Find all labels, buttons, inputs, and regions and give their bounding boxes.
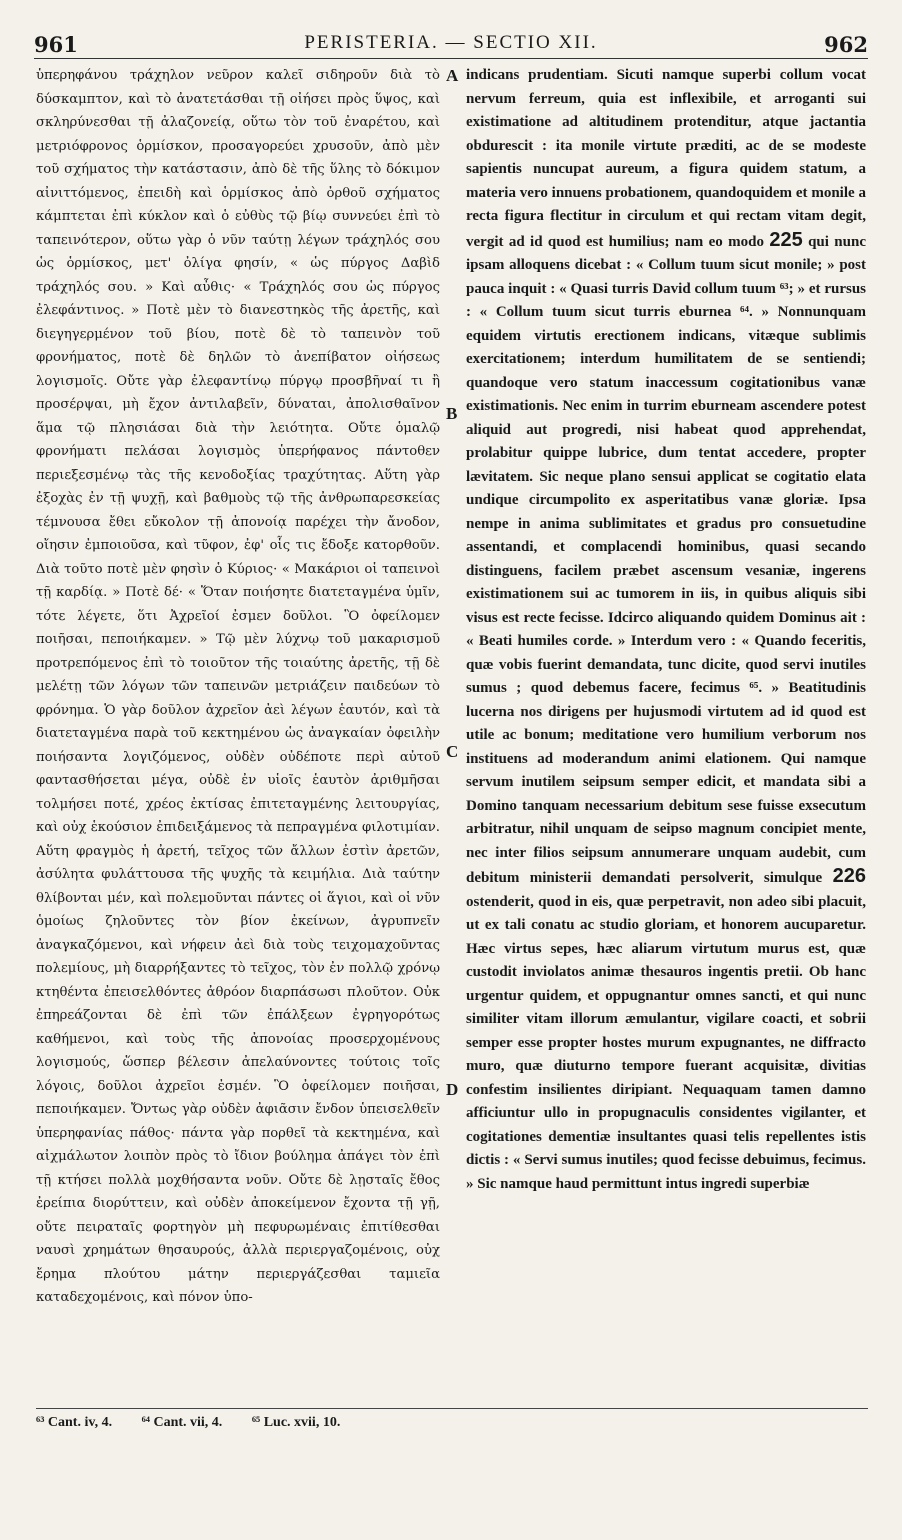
margin-marker-d: D — [446, 1080, 459, 1099]
footnote-64: ⁶⁴ Cant. vii, 4. — [141, 1415, 223, 1430]
margin-marker-a: A — [446, 66, 459, 85]
margin-marker-c: C — [446, 742, 459, 761]
latin-part-2: qui nunc ipsam alloquens dicebat : « Collum tuum sicut monile; » post pauca inquit : « Quasi turris David collum tuum ⁶³; » et rursus : « Collum tuum sicut turris eburnea ⁶⁴. » Nonnunquam equidem virtutis erectionem indicans, vitæque sublimis exercitationem; interdum humilitatem de se sentiendi; quandoque vero statum inaccessum cogitationibus vanæ existimationis. Nec enim in turrim eburneam ascendere potest aliquid aut progredi, nisi habeat quod apprehendat, prolabitur quippe lubrice, dum tentat accedere, propter lævitatem. Sic neque plano sensui applicat se cogitatio elata undique circumpolito ex asperitatibus vanæ gloriæ. Ipsa nempe in anima sublimitates et gradus pro consuetudine assentandi, et complacendi hominibus, quasi secando distinguens, facilem præbet ascensum vesaniæ, ingerens existimationem sui ac tumorem in iis, in quibus aliquis sibi visus est recte fecisse. Idcirco aliquando quidem Dominus ait : « Beati humiles corde. » Interdum vero : « Quando feceritis, quæ vobis fuerint demandata, tunc dicite, quod servi inutiles sumus ; quod debemus facere, fecimus ⁶⁵. » Beatitudinis lucerna nos dirigens per hujusmodi virtutem ad id quod est utile ac bonum; meditatione vero humilium verborum nos instituens ad moderandum animi elationem. Qui namque servum inutilem seipsum semper edicit, et mandata sibi a Domino tanquam necessarium debitum sese fuisse exsecutum arbitratur, nihil unquam de seipso magnum concipiet mente, nec inter filios seipsum annumerare unquam audebit, cum debitum ministerii demandati persolverit, — [466, 233, 866, 886]
page-header — [34, 30, 868, 59]
section-number-225: 225 — [769, 228, 803, 251]
running-title: PERISTERIA. — SECTIO XII. — [304, 32, 598, 53]
margin-marker-b: B — [446, 404, 458, 423]
footnotes — [36, 1408, 868, 1439]
page-number-left: 961 — [34, 32, 78, 57]
greek-column — [36, 64, 440, 1386]
latin-part-3b: ostenderit, quod in eis, quæ perpetravit, non adeo sibi placuit, ut ex tali conatu ac studio gloriam, et honorem aucuparetur. Hæc virtus sepes, hæc aliarum virtutum murus est, quæ custodit inviolatos animæ thesauros ingentis pretii. Ob hanc urgentur quidem, et oppugnantur omnes sancti, et qui nunc similiter vitam illorum æmulantur, vigilare coacti, et sobrii semper esse propter hostes murum expugnantes, ne diffracto muro, quæ diuturno tempore fuerant acquisitæ, divitias confestim insilientes diripiant. Nequaquam tamen damno afficiuntur ullo in propugnaculis considentes vigilanter, et cogitationes dementiæ insultantes quasi telis repellentes istis dictis : « Servi sumus inutiles; quod fecisse debuimus, fecimus. » Sic namque haud permittunt intus ingredi superbiæ — [466, 893, 866, 1192]
latin-text — [466, 64, 866, 1196]
greek-text: ὑπερηφάνου τράχηλον νεῦρον καλεῖ σιδηροῦν διὰ τὸ δύσκαμπτον, καὶ τὸ ἀνατετάσθαι τῇ οἰήσει πρὸς ὕψος, καὶ σκληρύνεσθαι τῇ ἀλαζονείᾳ, οὕτω τὸν τοῦ ἐναρέτου, καὶ μετριόφρονος ὁρμίσκον, προσαγορεύει χρυσοῦν, ἀπὸ μὲν τοῦ σχήματος τὴν κατάστασιν, ἀπὸ δὲ τῆς ὕλης τὸ δόκιμον αἰνιττόμενος, ἐπειδὴ καὶ ὁρμίσκος ἀπὸ ὀρθοῦ σχήματος κάμπτεται ἐπὶ κύκλον καὶ ὁ εὐθὺς τῷ βίῳ συννεύει ἐπὶ τὸ ταπεινότερον, οὕτω γὰρ ὁ νῦν ταύτῃ λέγων τράχηλός σου ὡς ὁρμίσκος, μετ' ὀλίγα φησίν, « ὡς πύργος Δαβὶδ τράχηλός σου. » Καὶ αὖθις· « Τράχηλός σου ὡς πύργος ἐλεφάντινος. » Ποτὲ μὲν τὸ διανεστηκὸς τῆς ἀρετῆς, καὶ διεγηγερμένον τοῦ βίου, ποτὲ δὲ τὸ ταπεινὸν τοῦ φρονήματος, ποτὲ δὲ δηλῶν τὸ ἀνεπίβατον οἰήσεως λογισμοῖς. Οὔτε γὰρ ἐλεφαντίνῳ πύργῳ προσβῆναί τι ἢ προσέρψαι, μὴ ἔχον ἀντιλαβεῖν, δύναται, ἀπολισθαῖνον ἅμα τῷ πλησιάσαι διὰ τὴν λειότητα. Οὔτε ὁμαλῷ φρονήματι πελάσαι λογισμὸς ὑπερήφανος πάντοθεν περιεξεσμένῳ τὰς τῆς κενοδοξίας τραχύτητας. Αὕτη γὰρ ἐξοχὰς ἐν τῇ ψυχῇ, καὶ βαθμοὺς τῷ τῆς ἀνθρωπαρεσκείας τέμνουσα ἔθει εὔκολον τῇ ἀπονοίᾳ παρέχει τὴν ἄνοδον, οἴησιν ἐμποιοῦσα, καὶ τῦφον, ἐφ' οἷς τις ἔδοξε κατορθοῦν. Διὰ τοῦτο ποτὲ μὲν φησὶν ὁ Κύριος· « Μακάριοι οἱ ταπεινοὶ τῇ καρδίᾳ. » Ποτὲ δέ· « Ὅταν ποιήσητε διατεταγμένα ὑμῖν, τότε λέγετε, ὅτι Ἀχρεῖοί ἐσμεν δοῦλοι. Ὃ ὀφείλομεν ποιῆσαι, πεποιήκαμεν. » Τῷ μὲν λύχνῳ τοῦ μακαρισμοῦ προτρεπόμενος ἐπὶ τὸ τοιοῦτον τῆς τοιαύτης ἀρετῆς, τῇ δὲ μελέτῃ τῶν λόγων τῶν ταπεινῶν μετριάζειν παιδεύων τὸ φρόνημα. Ὁ γὰρ δοῦλον ἀχρεῖον ἀεὶ λέγων ἑαυτόν, καὶ τὰ διατεταγμένα παρὰ τοῦ κεκτημένου ὡς ἀναγκαίαν ὀφειλὴν ποιήσαντα λογιζόμενος, οὐδὲν οὐδέποτε περὶ αὐτοῦ φαντασθήσεται μέγα, οὐδὲ ἐν υἱοῖς ἑαυτὸν ἀριθμῆσαι τολμήσει ποτέ, χρέος ἐκτίσας ἐπιτεταγμένης λειτουργίας, καὶ οὐχ ἑκούσιον ἐπιδειξάμενος τὰ πεπραγμένα φιλοτιμίαν. Αὕτη φραγμὸς ἡ ἀρετή, τεῖχος τῶν ἄλλων ἐστὶν ἀρετῶν, ἀσύλητα φυλάττουσα τῆς ψυχῆς τὰ κειμήλια. Διὰ ταύτην θλίβονται μέν, καὶ πολεμοῦνται πάντες οἱ ἅγιοι, καὶ οἱ νῦν ὁμοίως ζηλοῦντες τὸν βίον ἐκείνων, ἀγρυπνεῖν ἀναγκαζόμενοι, καὶ νήφειν ἀεὶ διὰ τοὺς τειχομαχοῦντας πολεμίους, μὴ διαρρήξαντες τὸ τεῖχος, τὸν ἐν πολλῷ χρόνῳ κτηθέντα ἐπεισελθόντες ἀθρόον διαρπάσωσι πλοῦτον. Οὐκ ἐπηρεάζονται δὲ ἐπὶ τῶν ἐπάλξεων ἐγρηγορότως καθήμενοι, καὶ τοὺς τῆς ἀπονοίας προσερχομένους λογισμούς, ὥσπερ βέλεσιν ἀπελαύνοντες τούτοις τοῖς λόγοις, δοῦλοι ἀχρεῖοι ἐσμέν. Ὃ ὀφείλομεν ποιῆσαι, πεποιήκαμεν. Ὄντως γὰρ οὐδὲν ἀφιᾶσιν ἔνδον ὑπεισελθεῖν ὑπερηφανίας πάθος· πάντα γὰρ πορθεῖ τὰ κεκτημένα, καὶ αἰχμάλωτον λοιπὸν πρὸς τὸ ἴδιον βούλημα ἀπάγει τὸν ἐπὶ τῇ κτήσει πολλὰ μοχθήσαντα νοῦν. Οὔτε δὲ λῃσταῖς ἔθος ἐρείπια διορύττειν, καὶ οὐδὲν ἀποκείμενον ἔχοντα τῇ γῇ, οὔτε πειραταῖς φορτηγὸν μὴ πεφυρωμέναις ἐπιτίθεσθαι ναυσὶ χρημάτων θησαυρούς, ἀλλὰ περιεργαζομένοις, οὐχ ἔρημα πλούτου μάτην περιεργάζεσθαι ταμιεῖα καταδεχομένοις, καὶ πόνον ὑπο- — [36, 68, 440, 1305]
latin-column — [466, 64, 866, 1386]
latin-part-3a: simulque — [763, 870, 823, 886]
footnote-65: ⁶⁵ Luc. xvii, 10. — [251, 1415, 341, 1430]
latin-part-1: indicans prudentiam. Sicuti namque superbi collum vocat nervum ferreum, quia est inflexibile, et arroganti sui existimatione ad altitudinem protenditur, atque jactantia obdurescit : ita monile virtute præditi, ac de se modeste sapientis nuncupat aureum, a figura quidem statum, a materia vero innuens probationem, quandoquidem et monile a recta figura flectitur in circulum et qui rectam vitam degit, vergit ad id quod est humilius; nam eo modo — [466, 67, 866, 250]
section-number-226: 226 — [832, 865, 866, 887]
footnote-63: ⁶³ Cant. iv, 4. — [36, 1415, 113, 1430]
page-number-right: 962 — [824, 32, 868, 57]
